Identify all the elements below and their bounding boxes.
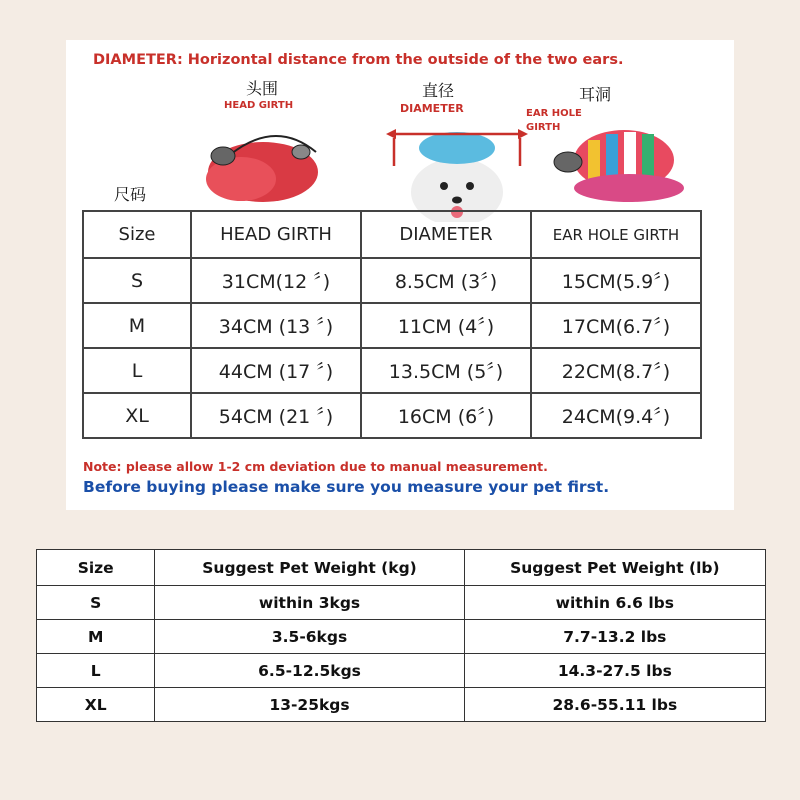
cell-ear-hole-girth: 17CM(6.7〞) bbox=[531, 303, 701, 348]
table-row bbox=[37, 654, 766, 688]
cell-size: S bbox=[83, 258, 191, 303]
red-cap-image bbox=[201, 114, 331, 214]
cell-weight-kg: 13-25kgs bbox=[155, 688, 464, 722]
cell-head-girth: 44CM (17 〞) bbox=[191, 348, 361, 393]
cell-size: XL bbox=[83, 393, 191, 438]
before-buying-note: Before buying please make sure you measure your pet first. bbox=[83, 478, 610, 496]
dog-with-cap-image bbox=[382, 110, 532, 222]
table-row bbox=[37, 586, 766, 620]
cell-weight-kg: 6.5-12.5kgs bbox=[155, 654, 464, 688]
cell-head-girth: 31CM(12 〞) bbox=[191, 258, 361, 303]
header-weight-kg: Suggest Pet Weight (kg) bbox=[155, 550, 464, 586]
cell-weight-lb: 28.6-55.11 lbs bbox=[464, 688, 765, 722]
head-girth-cn-label: 头围 bbox=[246, 79, 279, 98]
diameter-note: DIAMETER: Horizontal distance from the outside of the two ears. bbox=[93, 52, 624, 68]
cell-ear-hole-girth: 15CM(5.9〞) bbox=[531, 258, 701, 303]
size-chart-card bbox=[66, 40, 734, 510]
diameter-en-label: DIAMETER bbox=[400, 102, 464, 115]
cell-ear-hole-girth: 22CM(8.7〞) bbox=[531, 348, 701, 393]
header-weight-lb: Suggest Pet Weight (lb) bbox=[464, 550, 765, 586]
cell-weight-lb: within 6.6 lbs bbox=[464, 586, 765, 620]
cell-diameter: 8.5CM (3〞) bbox=[361, 258, 531, 303]
deviation-note: Note: please allow 1-2 cm deviation due to manual measurement. bbox=[83, 459, 548, 474]
header-head-girth: HEAD GIRTH bbox=[191, 211, 361, 258]
cell-size: S bbox=[37, 586, 155, 620]
cell-size: L bbox=[83, 348, 191, 393]
cell-diameter: 13.5CM (5〞) bbox=[361, 348, 531, 393]
cell-weight-lb: 7.7-13.2 lbs bbox=[464, 620, 765, 654]
ear-hole-cn-label: 耳洞 bbox=[579, 85, 612, 104]
cell-head-girth: 54CM (21 〞) bbox=[191, 393, 361, 438]
table-row bbox=[37, 620, 766, 654]
weight-table bbox=[36, 549, 766, 722]
cell-weight-lb: 14.3-27.5 lbs bbox=[464, 654, 765, 688]
cell-weight-kg: within 3kgs bbox=[155, 586, 464, 620]
cell-diameter: 16CM (6〞) bbox=[361, 393, 531, 438]
cell-head-girth: 34CM (13 〞) bbox=[191, 303, 361, 348]
weight-table-header bbox=[37, 550, 766, 586]
cell-size: XL bbox=[37, 688, 155, 722]
table-row bbox=[83, 348, 701, 393]
cell-size: M bbox=[37, 620, 155, 654]
size-cn-label: 尺码 bbox=[114, 185, 147, 204]
header-size: Size bbox=[83, 211, 191, 258]
table-row bbox=[37, 688, 766, 722]
diameter-cn-label: 直径 bbox=[422, 81, 455, 100]
header-ear-hole-girth: EAR HOLE GIRTH bbox=[531, 211, 701, 258]
ear-hole-en-label-1: EAR HOLE bbox=[526, 108, 582, 119]
table-row bbox=[83, 258, 701, 303]
table-row bbox=[83, 303, 701, 348]
cell-size: L bbox=[37, 654, 155, 688]
table-row bbox=[83, 393, 701, 438]
size-table bbox=[82, 210, 702, 439]
cell-size: M bbox=[83, 303, 191, 348]
cell-ear-hole-girth: 24CM(9.4〞) bbox=[531, 393, 701, 438]
cell-diameter: 11CM (4〞) bbox=[361, 303, 531, 348]
striped-cap-image bbox=[544, 120, 694, 210]
header-diameter: DIAMETER bbox=[361, 211, 531, 258]
header-size: Size bbox=[37, 550, 155, 586]
ear-hole-en-label-2: GIRTH bbox=[526, 122, 561, 133]
size-table-header bbox=[83, 211, 701, 258]
cell-weight-kg: 3.5-6kgs bbox=[155, 620, 464, 654]
head-girth-en-label: HEAD GIRTH bbox=[224, 100, 294, 111]
